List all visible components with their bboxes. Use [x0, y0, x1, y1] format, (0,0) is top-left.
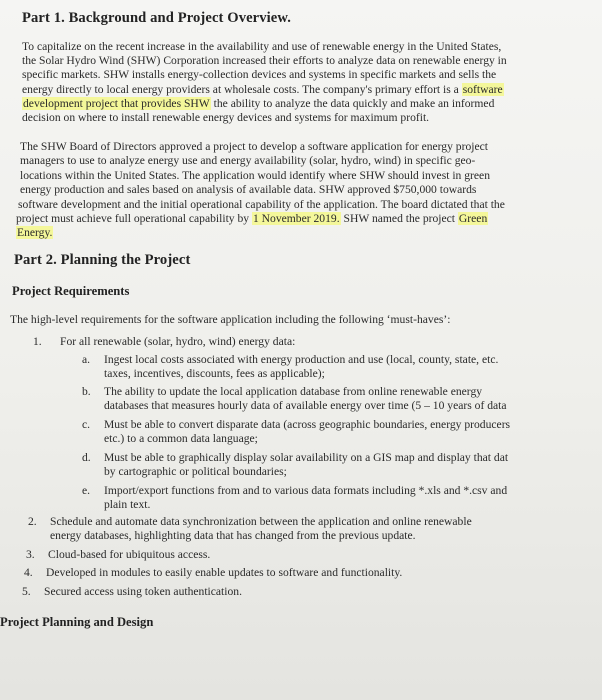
- highlighted-text: Energy.: [17, 226, 53, 239]
- list-item: energy databases, highlighting data that has changed from the previous update.: [50, 529, 416, 542]
- para2-text: SHW named the project: [340, 212, 458, 225]
- sublist-marker: b.: [82, 385, 91, 398]
- list-marker: 5.: [22, 585, 31, 598]
- para2-text: project must achieve full operational capability by: [16, 212, 252, 225]
- list-item: Secured access using token authentication.: [44, 585, 242, 598]
- para2-line: software development and the initial operational capability of the application. The board dictated that the: [18, 198, 505, 211]
- sublist-marker: c.: [82, 418, 91, 431]
- sublist-item: taxes, incentives, discounts, fees as applicable);: [104, 367, 325, 380]
- list-marker: 4.: [24, 566, 33, 579]
- list-marker: 2.: [28, 515, 37, 528]
- sublist-item: plain text.: [104, 498, 151, 511]
- list-item: Developed in modules to easily enable updates to software and functionality.: [46, 566, 403, 579]
- sublist-item: etc.) to a common data language;: [104, 432, 258, 445]
- list-item: Cloud-based for ubiquitous access.: [48, 548, 211, 561]
- list-marker: 3.: [26, 548, 35, 561]
- list-marker: 1.: [33, 335, 42, 348]
- requirements-intro: The high-level requirements for the software application including the following ‘must-haves’:: [10, 313, 451, 326]
- part2-heading: Part 2. Planning the Project: [14, 252, 191, 268]
- sublist-marker: d.: [82, 451, 91, 464]
- para1-line: To capitalize on the recent increase in the availability and use of renewable energy in the United States,: [22, 40, 502, 53]
- list-item: For all renewable (solar, hydro, wind) energy data:: [60, 335, 296, 348]
- part1-heading: Part 1. Background and Project Overview.: [22, 10, 291, 26]
- highlighted-text: software: [462, 83, 503, 96]
- para1-line: the Solar Hydro Wind (SHW) Corporation increased their efforts to analyze data on renewable energy in: [22, 54, 507, 67]
- para1-text: energy directly to local energy providers at wholesale costs. The company's primary effort is a: [22, 83, 462, 96]
- para1-line: [22, 97, 494, 111]
- para1-line: [22, 83, 504, 97]
- highlighted-text: development project that provides SHW: [23, 97, 210, 110]
- para2-line: The SHW Board of Directors approved a project to develop a software application for energy project: [20, 140, 488, 153]
- list-item: Schedule and automate data synchronization between the application and online renewable: [50, 515, 472, 528]
- requirements-heading: Project Requirements: [12, 284, 130, 298]
- sublist-item: Must be able to graphically display solar availability on a GIS map and display that dat: [104, 451, 509, 464]
- sublist-item: by cartographic or political boundaries;: [104, 465, 287, 478]
- highlighted-text: Green: [458, 212, 488, 225]
- highlighted-text: 1 November 2019.: [252, 212, 340, 225]
- sublist-item: Must be able to convert disparate data (across geographic boundaries, energy producers: [104, 418, 511, 431]
- sublist-marker: a.: [82, 353, 91, 366]
- planning-design-heading: Project Planning and Design: [0, 615, 154, 629]
- sublist-item: Ingest local costs associated with energy production and use (local, county, state, etc.: [104, 353, 499, 366]
- sublist-item: The ability to update the local application database from online renewable energy: [104, 385, 483, 398]
- para1-line: specific markets. SHW installs energy-collection devices and systems in specific markets and sells the: [22, 68, 497, 81]
- sublist-item: Import/export functions from and to various data formats including *.xls and *.csv and: [104, 484, 508, 497]
- para2-line: locations within the United States. The application would identify where SHW should invest in green: [20, 169, 490, 182]
- para2-line: managers to use to analyze energy use and energy availability (solar, hydro, wind) in specific geo-: [20, 154, 476, 167]
- para1-text: the ability to analyze the data quickly and make an informed: [210, 97, 495, 110]
- sublist-item: databases that measures hourly data of available energy over time (5 – 10 years of data: [104, 399, 507, 412]
- para2-line: [16, 226, 53, 240]
- para2-line: [16, 212, 488, 226]
- para1-line: decision on where to install renewable energy devices and systems for maximum profit.: [22, 111, 430, 124]
- sublist-marker: e.: [82, 484, 91, 497]
- para2-line: energy production and sales based on analysis of available data. SHW approved $750,000 towards: [20, 183, 477, 196]
